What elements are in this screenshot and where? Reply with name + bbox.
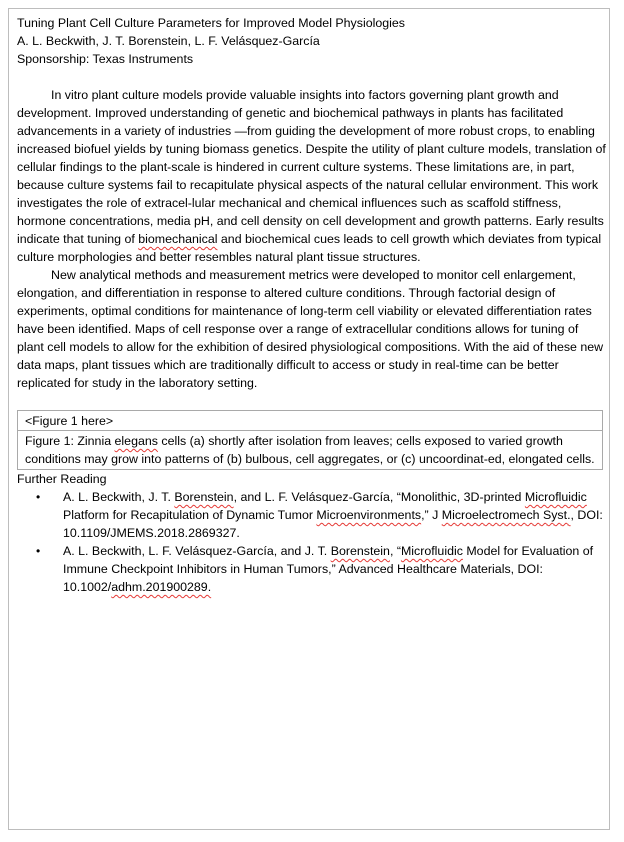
caption-text-b: cells (a) shortly after isolation from leaves; cells exposed to varied growth conditions may grow into patterns of (b) bulbous, cell aggregates, or (c) uncoordinat-ed, elongated cells. xyxy=(25,434,595,466)
spellcheck-flagged-word[interactable]: Microenvironments xyxy=(316,508,422,522)
ref-text: A. L. Beckwith, L. F. Velásquez-García, and J. T. xyxy=(63,544,331,558)
spellcheck-flagged-word[interactable]: Borenstein xyxy=(330,544,390,558)
document-title: Tuning Plant Cell Culture Parameters for Improved Model Physiologies xyxy=(17,16,405,30)
ref-text: Model for Evaluation of Immune Checkpoint Inhibitors in Human Tumors,” Advanced Healthcare Materials, DOI: 10.1002/ xyxy=(63,544,594,594)
abstract-p1-text-b: and biochemical cues leads to cell growth which deviates from typical culture morphologies and better resembles natural plant tissue structures. xyxy=(17,232,602,264)
reference-list xyxy=(17,488,607,596)
ref-text: , and L. F. Velásquez-García, “Monolithic, 3D-printed xyxy=(233,490,525,504)
spellcheck-flagged-word[interactable]: Microelectromech Syst. xyxy=(441,508,571,522)
figure-placeholder[interactable]: <Figure 1 here> xyxy=(18,411,602,431)
ref-text: ,” J xyxy=(421,508,442,522)
spellcheck-flagged-word[interactable]: Microfluidic xyxy=(524,490,587,504)
bullet-icon: • xyxy=(36,490,41,504)
figure-caption[interactable] xyxy=(18,431,602,469)
ref-text: Platform for Recapitulation of Dynamic Tumor xyxy=(63,508,317,522)
blank-line xyxy=(17,68,607,86)
abstract-paragraph-1[interactable] xyxy=(17,86,607,266)
spellcheck-flagged-word[interactable]: Microfluidic xyxy=(400,544,463,558)
ref-text: , “ xyxy=(389,544,401,558)
author-list: A. L. Beckwith, J. T. Borenstein, L. F. Velásquez-García xyxy=(17,34,320,48)
document-page xyxy=(8,8,610,830)
reference-item[interactable] xyxy=(17,488,607,542)
caption-text-a: Figure 1: Zinnia xyxy=(25,434,115,448)
spellcheck-flagged-word[interactable]: adhm.201900289. xyxy=(111,580,212,594)
ref-text: A. L. Beckwith, J. T. xyxy=(63,490,175,504)
document-content xyxy=(17,14,607,596)
sponsorship-line: Sponsorship: Texas Instruments xyxy=(17,52,194,66)
further-reading-heading: Further Reading xyxy=(17,472,107,486)
abstract-p1-text-a: In vitro plant culture models provide valuable insights into factors governing plant growth and development. Improved understanding of genetic and biochemical pathways in plants has facilitated advancements in a variety of industries —from guiding the development of more robust crops, to enabling increased biofuel yields by tuning biomass genetics. Despite the utility of plant culture models, translation of cellular findings to the plant-scale is hindered in current culture systems. These limitations are, in part, because culture systems fail to recapitulate physical aspects of the natural cellular environment. This work investigates the role of extracel-lular mechanical and chemical influences such as scaffold stiffness, hormone concentrations, media pH, and cell density on cell development and growth patterns. Early results indicate that tuning of xyxy=(17,88,606,246)
abstract-paragraph-2[interactable]: New analytical methods and measurement metrics were developed to monitor cell enlargement, elongation, and differentiation in response to altered culture conditions. Through factorial design of experiments, optimal conditions for maintenance of long-term cell viability or elevated differentiation rates have been identified. Maps of cell response over a range of extracellular conditions allows for tuning of plant cell models to allow for the exhibition of desired physiological compositions. With the aid of these new data maps, plant tissues which are traditionally difficult to access or study in real-time can be better replicated for study in the laboratory setting. xyxy=(17,268,604,390)
ref-text: , DOI: 10.1109/JMEMS.2018.2869327. xyxy=(63,508,603,540)
spellcheck-flagged-word[interactable]: biomechanical xyxy=(138,232,218,246)
spellcheck-flagged-word[interactable]: elegans xyxy=(114,434,158,448)
spellcheck-flagged-word[interactable]: Borenstein xyxy=(174,490,234,504)
figure-table xyxy=(17,410,603,470)
bullet-icon: • xyxy=(36,544,41,558)
reference-item[interactable] xyxy=(17,542,607,596)
